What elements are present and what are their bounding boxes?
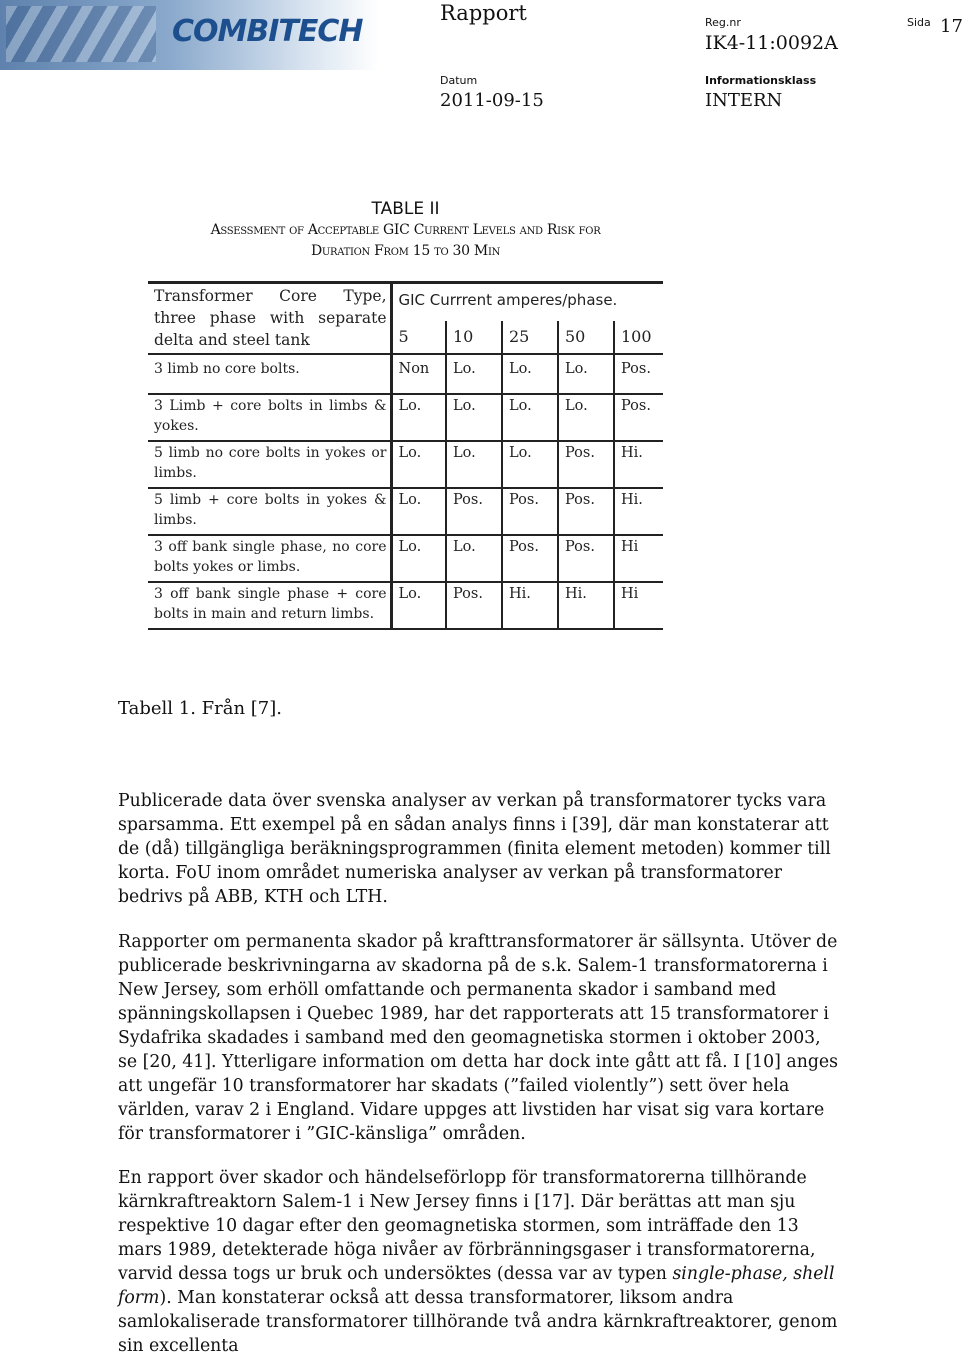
- risk-cell: Lo.: [558, 394, 614, 441]
- table-row: [148, 354, 663, 394]
- risk-cell: Pos.: [614, 354, 663, 394]
- table-row: [148, 488, 663, 535]
- risk-cell: Lo.: [502, 441, 558, 488]
- risk-cell: Hi: [614, 582, 663, 629]
- paragraph: Publicerade data över svenska analyser av verkan på transformatorer tycks vara sparsamma. Ett exempel på en sådan analys finns i [39], där man konstaterar att de (då) tillgängliga beräkningsprogrammen (finita element metoden) kommer till korta. FoU inom området numeriska analyser av verkan på transformatorer bedrivs på ABB, KTH och LTH.: [118, 791, 831, 907]
- transformer-type-cell: 3 off bank single phase, no core bolts yokes or limbs.: [148, 535, 391, 582]
- risk-cell: Lo.: [391, 488, 446, 535]
- gic-risk-table: [148, 281, 663, 630]
- paragraph-text: ). Man konstaterar också att dessa transformatorer, liksom andra samlokaliserade transformatorer tillhörande två andra kärnkraftreaktorer, genom sin excellenta: [118, 1288, 838, 1356]
- level-header: 100: [614, 321, 663, 354]
- reg-nr-label: Reg.nr: [705, 16, 741, 29]
- paragraph-italic-text: single-phase, shell form: [118, 1264, 835, 1308]
- risk-cell: Hi.: [614, 488, 663, 535]
- risk-cell: Lo.: [446, 535, 502, 582]
- transformer-type-cell: 5 limb + core bolts in yokes & limbs.: [148, 488, 391, 535]
- level-header: 10: [446, 321, 502, 354]
- risk-cell: Lo.: [446, 394, 502, 441]
- risk-cell: Pos.: [614, 394, 663, 441]
- table-row: [148, 582, 663, 629]
- table-title-line-2: Duration From 15 to 30 Min: [310, 243, 501, 259]
- logo-text: COMBITECH: [172, 14, 363, 49]
- transformer-type-cell: 3 Limb + core bolts in limbs & yokes.: [148, 394, 391, 441]
- table-title-line-1: Assessment of Acceptable GIC Current Levels and Risk for: [210, 222, 601, 238]
- risk-cell: Lo.: [502, 354, 558, 394]
- risk-cell: Pos.: [502, 488, 558, 535]
- paragraph-text: En rapport över skador och händelseförlopp för transformatorerna tillhörande kärnkraftreaktorn Salem-1 i New Jersey finns i [17]. Där berättas att man sju respektive 10 dagar efter den geomagnetiska stormen, som inträffade den 13 mars 1989, detekterade höga nivåer av förbränningsgaser i transformatorerna, varvid dessa togs ur bruk och undersöktes (dessa var av typen: [118, 1168, 816, 1284]
- table-row: [148, 394, 663, 441]
- reg-nr-value: IK4-11:0092A: [705, 32, 838, 54]
- risk-cell: Lo.: [502, 394, 558, 441]
- transformer-type-cell: 5 limb no core bolts in yokes or limbs.: [148, 441, 391, 488]
- info-class-label: Informationsklass: [705, 74, 817, 87]
- page-label: Sida: [907, 16, 931, 29]
- risk-cell: Hi.: [502, 582, 558, 629]
- risk-cell: Pos.: [446, 488, 502, 535]
- transformer-type-cell: 3 off bank single phase + core bolts in main and return limbs.: [148, 582, 391, 629]
- risk-cell: Pos.: [558, 441, 614, 488]
- transformer-type-header: Transformer Core Type, three phase with separate delta and steel tank: [148, 283, 391, 355]
- paragraph: [118, 1166, 844, 1358]
- level-header: 25: [502, 321, 558, 354]
- level-header: 5: [391, 321, 446, 354]
- logo-graphic: [6, 6, 156, 62]
- risk-cell: Lo.: [391, 535, 446, 582]
- risk-cell: Lo.: [446, 354, 502, 394]
- risk-cell: Pos.: [558, 488, 614, 535]
- risk-cell: Hi.: [558, 582, 614, 629]
- table-row: [148, 441, 663, 488]
- risk-cell: Lo.: [558, 354, 614, 394]
- table-row: [148, 535, 663, 582]
- combitech-logo: [0, 0, 378, 70]
- risk-cell: Hi.: [614, 441, 663, 488]
- level-header: 50: [558, 321, 614, 354]
- date-label: Datum: [440, 74, 478, 87]
- risk-cell: Lo.: [391, 441, 446, 488]
- risk-cell: Lo.: [391, 394, 446, 441]
- document-type: Rapport: [440, 1, 527, 25]
- risk-cell: Non: [391, 354, 446, 394]
- info-class-value: INTERN: [705, 90, 783, 111]
- risk-cell: Pos.: [558, 535, 614, 582]
- risk-cell: Pos.: [446, 582, 502, 629]
- risk-cell: Lo.: [391, 582, 446, 629]
- risk-cell: Lo.: [446, 441, 502, 488]
- date-value: 2011-09-15: [440, 90, 544, 111]
- risk-cell: Pos.: [502, 535, 558, 582]
- transformer-type-cell: 3 limb no core bolts.: [148, 354, 391, 394]
- paragraph: Rapporter om permanenta skador på krafttransformatorer är sällsynta. Utöver de publicerade beskrivningarna av skadorna på de s.k. Salem-1 transformatorerna i New Jersey, som erhöll omfattande och permanenta skador i samband med spänningskollapsen i Quebec 1989, har det rapporterats att 15 transformatorer i Sydafrika skadades i samband med den geomagnetiska stormen i oktober 2003, se [20, 41]. Ytterligare information om detta har dock inte gått att få. I [10] anges att ungefär 10 transformatorer har skadats (”failed violently”) sett över hela världen, varav 2 i England. Vidare uppges att livstiden har visat sig vara kortare för transformatorer i ”GIC-känsliga” områden.: [118, 932, 838, 1144]
- risk-cell: Hi: [614, 535, 663, 582]
- gic-current-header: GIC Currrent amperes/phase.: [391, 283, 663, 322]
- table-number: TABLE II: [371, 199, 440, 219]
- page-number: 17: [940, 16, 963, 37]
- table-caption: Tabell 1. Från [7].: [118, 698, 283, 719]
